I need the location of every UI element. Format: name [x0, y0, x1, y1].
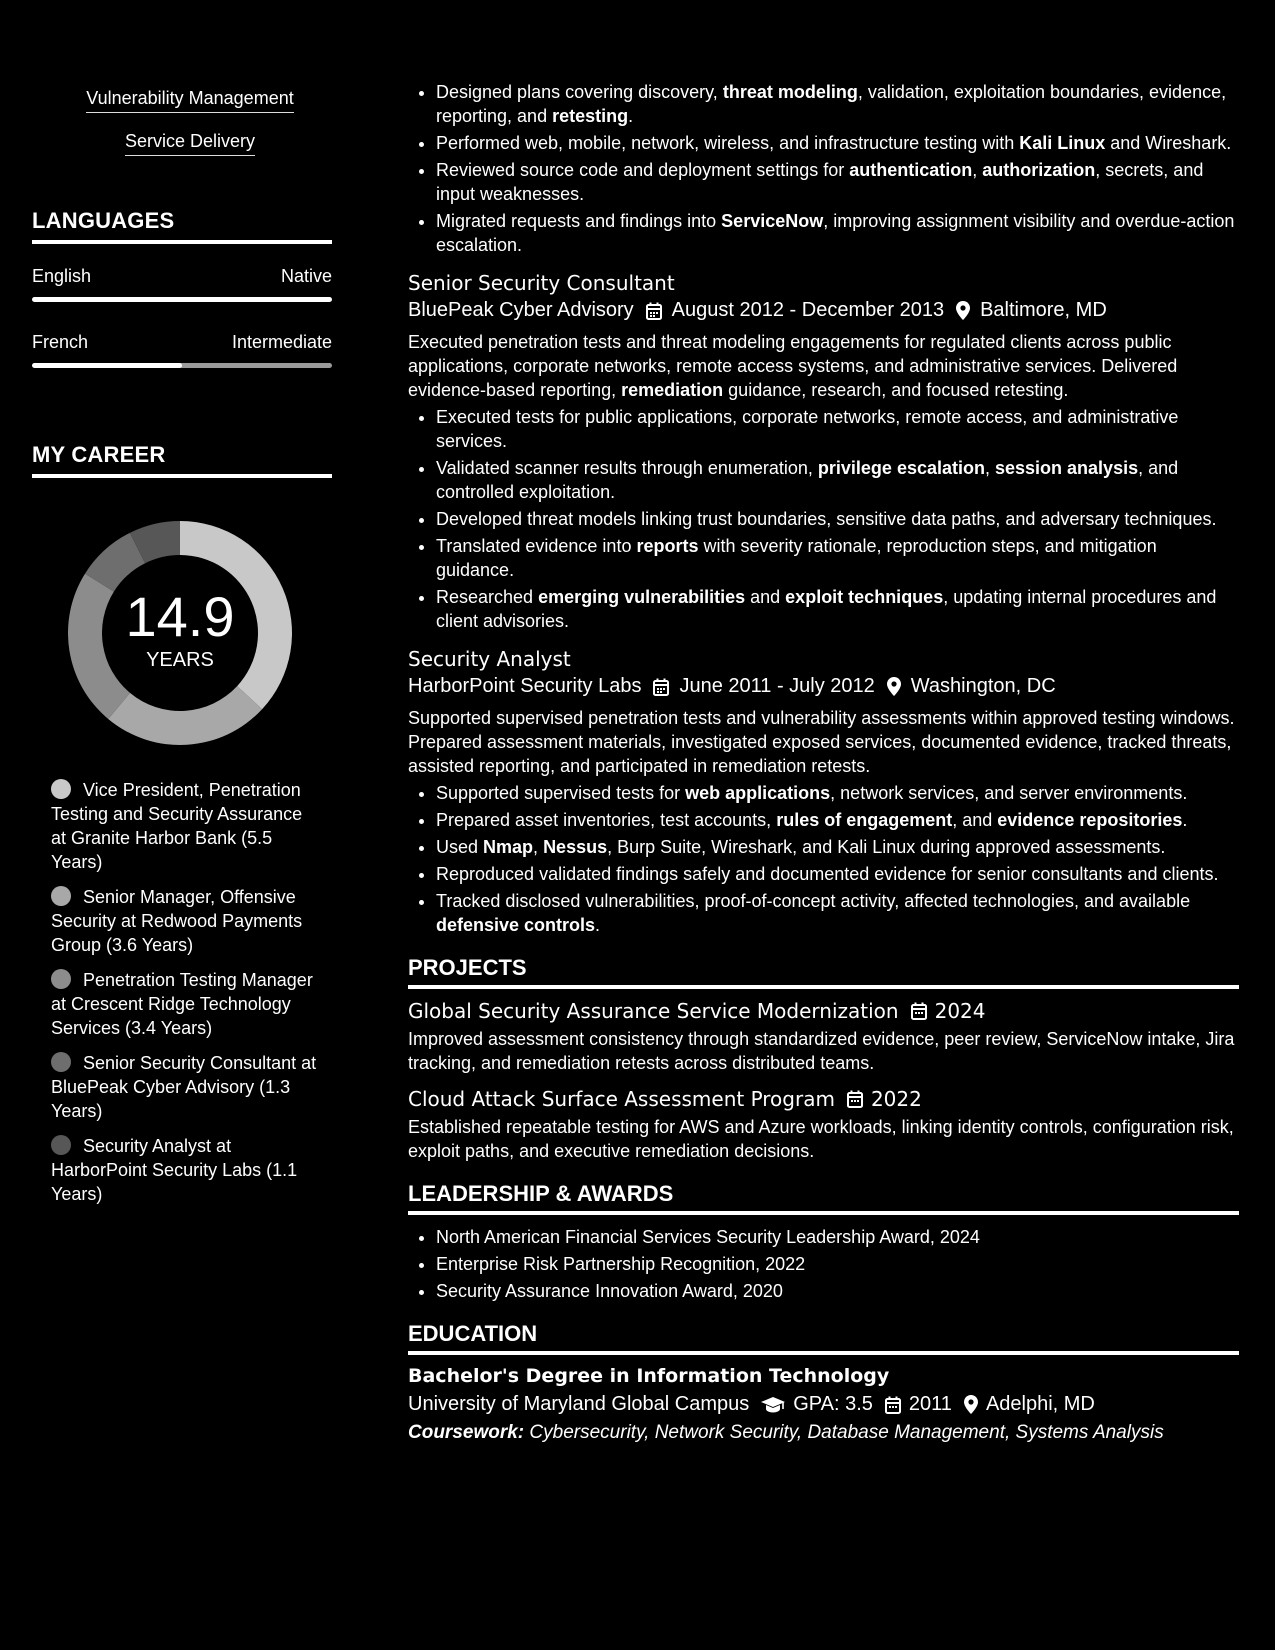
award-item: • North American Financial Services Security Leadership Award, 2024: [436, 1225, 1239, 1249]
language-bar: [32, 297, 332, 302]
career-item: [51, 968, 320, 1040]
calendar-icon: [653, 678, 669, 696]
main-content: [380, 0, 1275, 1650]
coursework-list: Cybersecurity, Network Security, Database Management, Systems Analysis: [529, 1422, 1164, 1443]
career-heading: MY CAREER: [32, 442, 332, 478]
project-desc: Improved assessment consistency through standardized evidence, peer review, ServiceNow intake, Jira tracking, and remediation retests across distributed teams.: [408, 1029, 1235, 1073]
career-donut-chart: [65, 518, 295, 748]
bullet: • Developed threat models linking trust boundaries, sensitive data paths, and adversary techniques.: [436, 507, 1239, 531]
bullet: • Reproduced validated findings safely and documented evidence for senior consultants and clients.: [436, 862, 1239, 886]
career-item: [51, 778, 320, 874]
graduation-year: 2011: [908, 1393, 952, 1415]
job-meta: [408, 675, 1275, 698]
leadership-heading: LEADERSHIP & AWARDS: [408, 1181, 1239, 1215]
project-name: Cloud Attack Surface Assessment Program: [408, 1087, 835, 1111]
career-total: 14.9: [125, 584, 235, 648]
language-bar-fill: [32, 297, 332, 302]
language-row: [32, 266, 332, 287]
graduation-cap-icon: [761, 1396, 785, 1414]
school: University of Maryland Global Campus: [408, 1393, 750, 1415]
job-meta: [408, 299, 1275, 322]
bullet: • Designed plans covering discovery, threat modeling, validation, exploitation boundaries, evidence, reporting, and retesting.: [436, 80, 1239, 128]
career-dot: [51, 1135, 71, 1155]
school-location: Adelphi, MD: [985, 1393, 1095, 1415]
map-pin-icon: [956, 301, 970, 320]
project-year: 2022: [870, 1087, 922, 1111]
language-level: Native: [280, 266, 332, 286]
job-dates: August 2012 - December 2013: [671, 299, 945, 321]
bullet: • Executed tests for public applications, corporate networks, remote access, and administrative services.: [436, 405, 1239, 453]
bullet: • Migrated requests and findings into ServiceNow, improving assignment visibility and overdue-action escalation.: [436, 209, 1239, 257]
job-summary: Executed penetration tests and threat modeling engagements for regulated clients across public applications, corporate networks, remote access systems, and administrative services. Delivered evidence-based reporting, remediation guidance, research, and focused retesting.: [408, 332, 1178, 400]
job-bullets: [408, 405, 1239, 633]
career-label: Penetration Testing Manager at Crescent Ridge Technology Services (3.4 Years): [51, 970, 313, 1038]
project-desc: Established repeatable testing for AWS and Azure workloads, linking identity controls, configuration risk, exploit paths, and executive remediation decisions.: [408, 1117, 1234, 1161]
award-item: • Security Assurance Innovation Award, 2020: [436, 1279, 1239, 1303]
language-bar-fill: [32, 363, 182, 368]
bullet: • Researched emerging vulnerabilities and exploit techniques, updating internal procedures and client advisories.: [436, 585, 1239, 633]
language-bar: [32, 363, 332, 368]
career-label: Senior Manager, Offensive Security at Redwood Payments Group (3.6 Years): [51, 887, 303, 955]
bullet: • Supported supervised tests for web applications, network services, and server environments.: [436, 781, 1239, 805]
career-unit: YEARS: [146, 648, 214, 671]
career-dot: [51, 886, 71, 906]
coursework-label: Coursework:: [408, 1422, 525, 1443]
project-name: Global Security Assurance Service Modernization: [408, 999, 899, 1023]
bullet: • Validated scanner results through enumeration, privilege escalation, session analysis, and controlled exploitation.: [436, 456, 1239, 504]
career-item: [51, 885, 320, 957]
job-location: Baltimore, MD: [980, 299, 1107, 321]
language-level: Intermediate: [231, 332, 332, 352]
career-item: [51, 1051, 320, 1123]
language-row: [32, 332, 332, 353]
map-pin-icon: [887, 677, 901, 696]
job-title: Security Analyst: [408, 647, 571, 671]
job-summary: Supported supervised penetration tests and vulnerability assessments within approved testing windows. Prepared assessment materials, investigated exposed services, documented evidence, tracked threats, assisted reporting, and participated in remediation retests.: [408, 708, 1235, 776]
job-bullets: [408, 781, 1239, 937]
career-label: Senior Security Consultant at BluePeak Cyber Advisory (1.3 Years): [51, 1053, 317, 1121]
degree: Bachelor's Degree in Information Technology: [408, 1365, 890, 1387]
education-meta: [408, 1393, 1275, 1416]
map-pin-icon: [964, 1395, 978, 1414]
coursework: [408, 1422, 1275, 1444]
bullet: • Used Nmap, Nessus, Burp Suite, Wireshark, and Kali Linux during approved assessments.: [436, 835, 1239, 859]
career-dot: [51, 969, 71, 989]
job-dates: June 2011 - July 2012: [679, 675, 875, 697]
calendar-icon: [911, 1002, 927, 1020]
languages-heading: LANGUAGES: [32, 208, 332, 244]
career-dot: [51, 1052, 71, 1072]
education-heading: EDUCATION: [408, 1321, 1239, 1355]
language-name: French: [32, 332, 89, 352]
project-year: 2024: [934, 999, 986, 1023]
calendar-icon: [847, 1090, 863, 1108]
job-title: Senior Security Consultant: [408, 271, 675, 295]
bullet: • Translated evidence into reports with severity rationale, reproduction steps, and mitigation guidance.: [436, 534, 1239, 582]
leadership-list: [408, 1225, 1239, 1303]
career-dot: [51, 779, 71, 799]
career-item: [51, 1134, 320, 1206]
sidebar: [0, 0, 380, 1650]
job-location: Washington, DC: [910, 675, 1056, 697]
bullet: • Tracked disclosed vulnerabilities, proof-of-concept activity, affected technologies, and available defensive controls.: [436, 889, 1239, 937]
award-item: • Enterprise Risk Partnership Recognition, 2022: [436, 1252, 1239, 1276]
calendar-icon: [885, 1396, 901, 1414]
skill-tag: Service Delivery: [125, 131, 255, 156]
job-company: BluePeak Cyber Advisory: [408, 299, 634, 321]
career-list: [0, 778, 380, 1206]
skill-tag: Vulnerability Management: [86, 88, 293, 113]
calendar-icon: [646, 302, 662, 320]
career-label: Vice President, Penetration Testing and Security Assurance at Granite Harbor Bank (5.5 Years): [51, 780, 303, 872]
bullet: • Reviewed source code and deployment settings for authentication, authorization, secrets, and input weaknesses.: [436, 158, 1239, 206]
career-label: Security Analyst at HarborPoint Security Labs (1.1 Years): [51, 1136, 298, 1204]
bullet: • Prepared asset inventories, test accounts, rules of engagement, and evidence repositories.: [436, 808, 1239, 832]
language-name: English: [32, 266, 92, 286]
job-company: HarborPoint Security Labs: [408, 675, 642, 697]
project-title: [408, 999, 1275, 1023]
projects-heading: PROJECTS: [408, 955, 1239, 989]
bullet: • Performed web, mobile, network, wireless, and infrastructure testing with Kali Linux and Wireshark.: [436, 131, 1239, 155]
project-title: [408, 1087, 1275, 1111]
gpa: GPA: 3.5: [793, 1393, 873, 1415]
prev-job-bullets: [408, 80, 1239, 257]
